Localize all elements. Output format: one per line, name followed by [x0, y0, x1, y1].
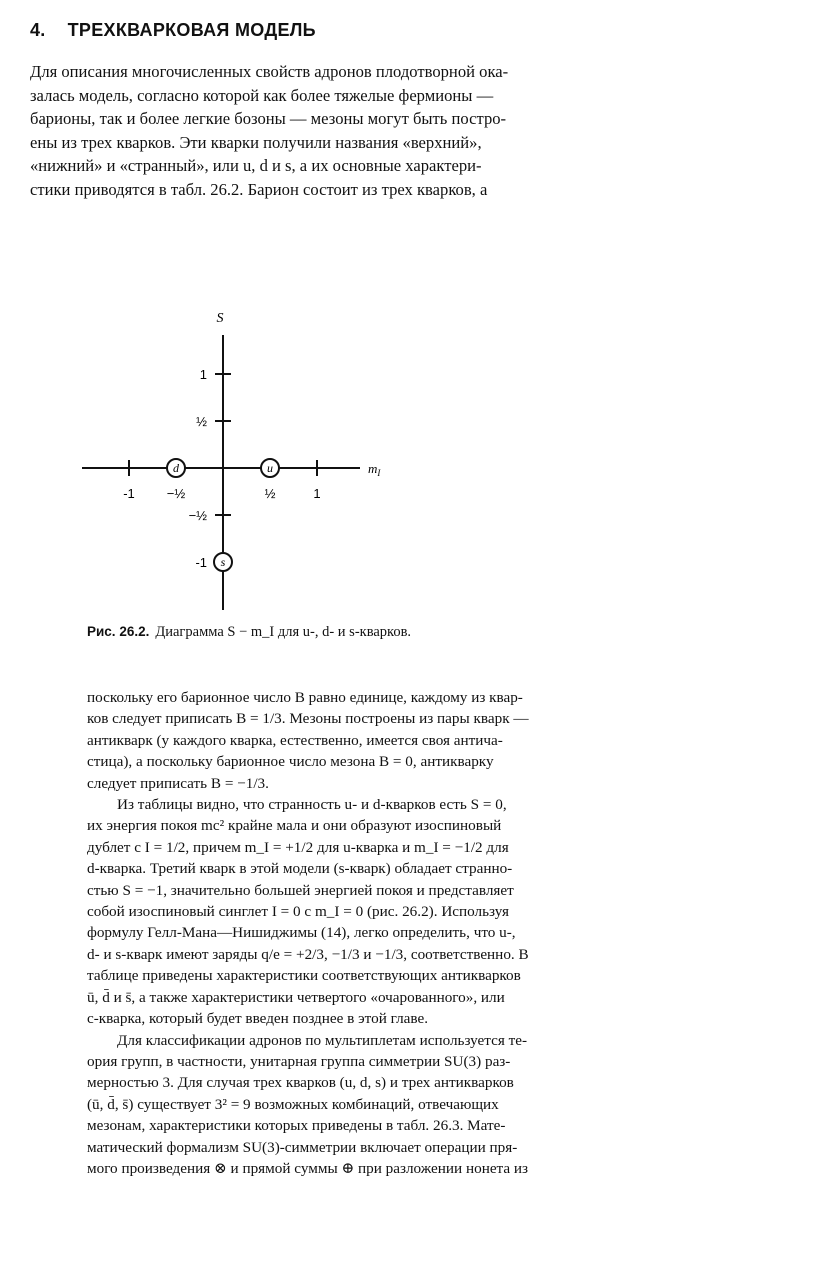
text-line: ены из трех кварков. Эти кварки получили названия «верхний», [30, 132, 482, 152]
y-axis-label: S [216, 311, 224, 326]
text-line: Из таблицы видно, что странность u- и d-кварков есть S = 0, [117, 796, 507, 814]
text-line: собой изоспиновый синглет I = 0 с m_I = 0 (рис. 26.2). Используя [87, 903, 509, 921]
text-line: матический формализм SU(3)-симметрии включает операции пря- [87, 1138, 518, 1156]
text-line: мезонам, характеристики которых приведены в табл. 26.3. Мате- [87, 1117, 506, 1135]
x-axis-label: $m_I$ [368, 461, 381, 478]
text-line: мерностью 3. Для случая трех кварков (u, d, s) и трех антикварков [87, 1074, 514, 1092]
quark-label-u: u [267, 461, 273, 475]
text-line: дублет с I = 1/2, причем m_I = +1/2 для u-кварка и m_I = −1/2 для [87, 838, 509, 856]
y-tick-label: −½ [188, 508, 207, 523]
y-tick-label: ½ [196, 414, 207, 429]
text-line: антикварк (у каждого кварка, естественно, имеется своя антича- [87, 731, 503, 749]
text-line: стики приводятся в табл. 26.2. Барион состоит из трех кварков, а [30, 179, 488, 199]
paragraph-baryon-number [87, 687, 659, 1179]
text-line: ория групп, в частности, унитарная группа симметрии SU(3) раз- [87, 1052, 511, 1070]
text-line: стица), а поскольку барионное число мезона B = 0, антикварку [87, 753, 494, 771]
text-line: барионы, так и более легкие бозоны — мезоны могут быть постро- [30, 109, 507, 129]
text-line: Для классификации адронов по мультиплетам используется те- [117, 1031, 528, 1049]
text-line: следует приписать B = −1/3. [87, 774, 269, 792]
text-line: ū, d̄ и s̄, а также характеристики четвертого «очарованного», или [87, 988, 505, 1006]
text-line: мого произведения ⊗ и прямой суммы ⊕ при разложении нонета из [87, 1159, 529, 1177]
text-line: залась модель, согласно которой как более тяжелые фермионы — [30, 85, 494, 105]
text-line: таблице приведены характеристики соответствующих антикварков [87, 967, 521, 985]
quark-label-s: s [220, 555, 226, 569]
figure-label: Рис. 26.2. [87, 624, 150, 639]
section-title: ТРЕХКВАРКОВАЯ МОДЕЛЬ [67, 20, 316, 40]
text-line: стью S = −1, значительно большей энергией покоя и представляет [87, 881, 514, 899]
text-line: поскольку его барионное число B равно единице, каждому из квар- [87, 689, 523, 706]
y-tick-label: -1 [195, 555, 207, 570]
x-tick-label: 1 [313, 486, 321, 501]
text-line: формулу Гелл-Мана—Нишиджимы (14), легко определить, что u-, [87, 924, 516, 942]
text-line: d-кварка. Третий кварк в этой модели (s-кварк) обладает странно- [87, 860, 513, 878]
section-number: 4. [30, 20, 46, 40]
x-tick-label: -1 [123, 486, 135, 501]
figure-caption [87, 624, 411, 641]
text-line: «нижний» и «странный», или u, d и s, а их основные характери- [30, 156, 482, 176]
text-line: их энергия покоя mc² крайне мала и они образуют изоспиновый [87, 817, 502, 835]
figure-caption-text: Диаграмма S − m_I для u-, d- и s-кварков. [155, 624, 412, 640]
quark-label-d: d [173, 461, 179, 475]
y-tick-label: 1 [199, 367, 207, 382]
text-line: c-кварка, который будет введен позднее в этой главе. [87, 1010, 429, 1028]
x-tick-label: −½ [166, 486, 186, 501]
text-line: d- и s-кварк имеют заряды q/e = +2/3, −1/3 и −1/3, соответственно. В [87, 945, 529, 963]
x-tick-label: ½ [264, 486, 276, 501]
text-line: ков следует приписать B = 1/3. Мезоны построены из пары кварк — [87, 710, 529, 728]
text-line: (ū, d̄, s̄) существует 3² = 9 возможных комбинаций, отвечающих [87, 1095, 499, 1113]
text-line: Для описания многочисленных свойств адронов плодотворной ока- [30, 62, 509, 81]
